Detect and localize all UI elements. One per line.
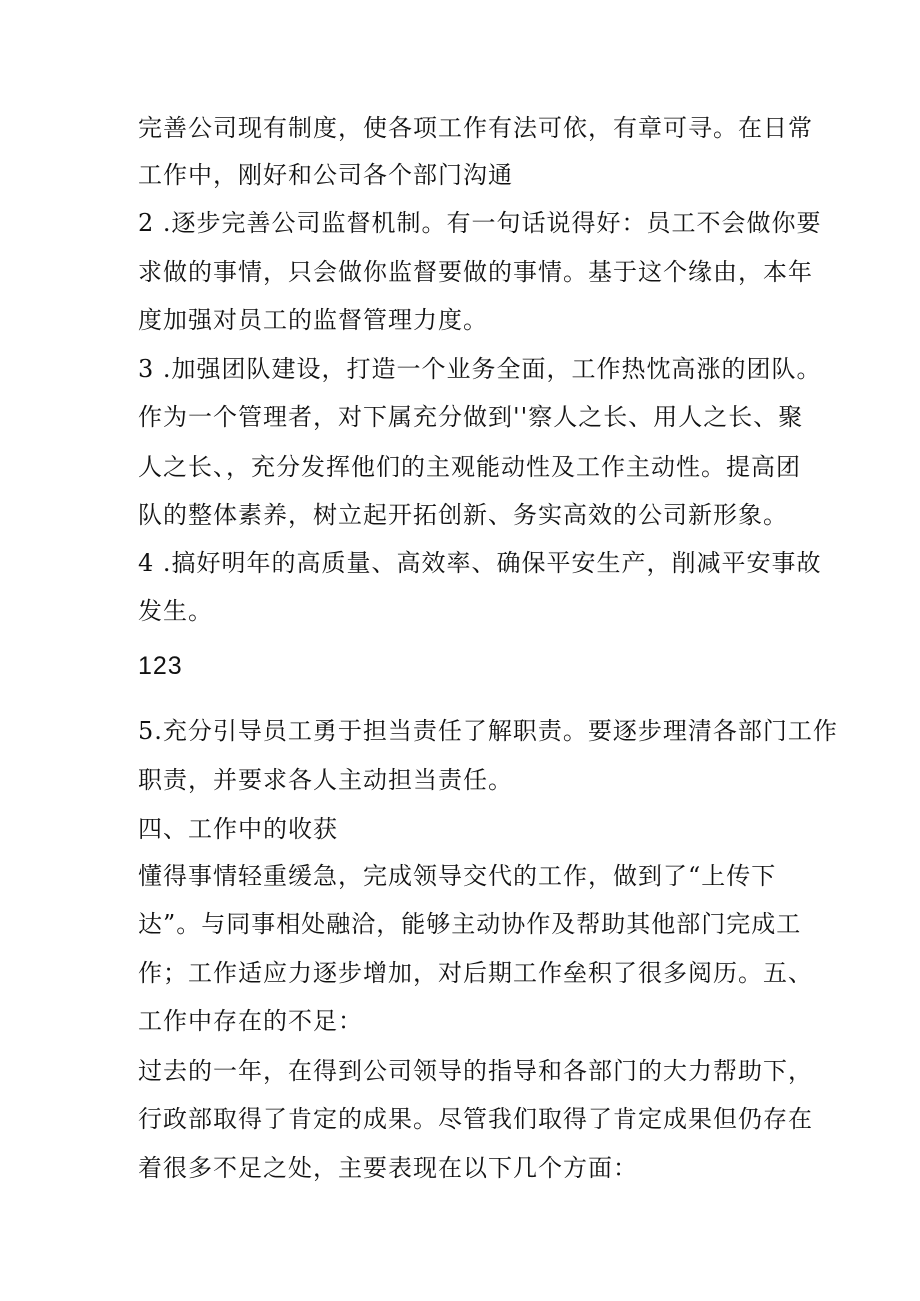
text-line: 人之长、，充分发挥他们的主观能动性及工作主动性。提高团 — [138, 453, 801, 481]
text-line: 发生。 — [138, 597, 213, 625]
text-line: 完善公司现有制度，使各项工作有法可依，有章可寻。在日常 — [138, 114, 813, 142]
text-line: 行政部取得了肯定的成果。尽管我们取得了肯定成果但仍存在 — [138, 1105, 813, 1133]
text-line: 作；工作适应力逐步增加，对后期工作垒积了很多阅历。五、 — [138, 959, 813, 987]
text-line: 达”。与同事相处融洽，能够主动协作及帮助其他部门完成工 — [138, 910, 802, 938]
text-line: 2 .逐步完善公司监督机制。有一句话说得好：员工不会做你要 — [138, 209, 822, 237]
text-line: 4 .搞好明年的高质量、高效率、确保平安生产，削减平安事故 — [138, 549, 822, 577]
section-heading: 四、工作中的收获 — [138, 815, 338, 843]
text-line: 过去的一年，在得到公司领导的指导和各部门的大力帮助下， — [138, 1057, 813, 1085]
text-line: 5.充分引导员工勇于担当责任了解职责。要逐步理清各部门工作 — [138, 717, 838, 745]
text-line: 求做的事情，只会做你监督要做的事情。基于这个缘由，本年 — [138, 258, 813, 286]
text-line: 度加强对员工的监督管理力度。 — [138, 306, 488, 334]
text-line: 3 .加强团队建设，打造一个业务全面，工作热忱高涨的团队。 — [138, 355, 822, 383]
text-line: 工作中存在的不足： — [138, 1007, 363, 1035]
text-line: 队的整体素养，树立起开拓创新、务实高效的公司新形象。 — [138, 501, 788, 529]
text-line: 职责，并要求各人主动担当责任。 — [138, 766, 513, 794]
text-line: 作为一个管理者，对下属充分做到''察人之长、用人之长、聚 — [138, 403, 804, 431]
page-number: 123 — [138, 652, 183, 680]
text-line: 懂得事情轻重缓急，完成领导交代的工作，做到了“上传下 — [138, 862, 777, 890]
text-line: 着很多不足之处，主要表现在以下几个方面： — [138, 1154, 638, 1182]
text-line: 工作中，刚好和公司各个部门沟通 — [138, 161, 513, 189]
